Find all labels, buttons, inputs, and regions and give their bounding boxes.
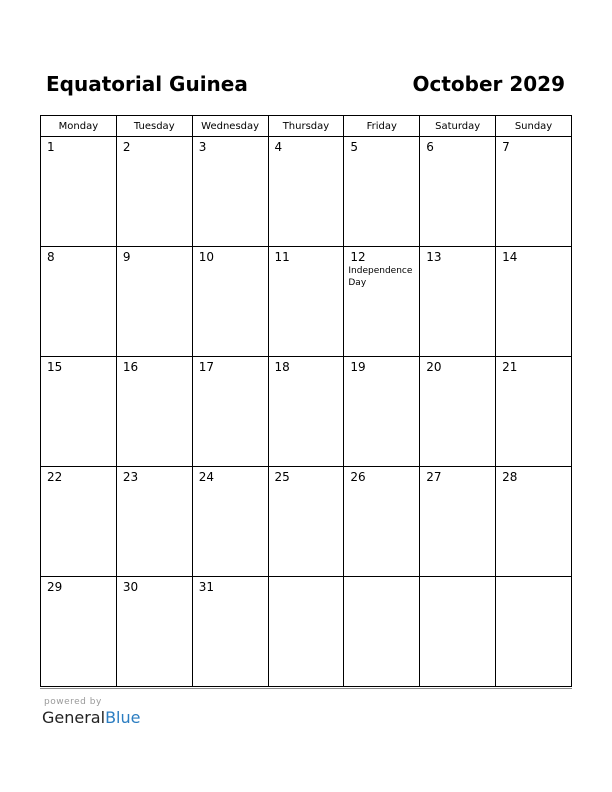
day-cell: [496, 247, 572, 357]
day-number: 27: [426, 470, 442, 484]
day-number: 22: [47, 470, 63, 484]
day-number: 18: [274, 360, 290, 374]
day-cell-empty: [496, 577, 572, 687]
day-number: 13: [426, 250, 442, 264]
generalblue-logo[interactable]: [42, 708, 140, 727]
calendar-grid: [40, 115, 572, 687]
day-number: 5: [350, 140, 359, 154]
weekday-header: Wednesday: [192, 116, 268, 137]
day-cell: [420, 467, 496, 577]
day-number: 14: [502, 250, 518, 264]
day-number: 9: [122, 250, 131, 264]
day-cell-empty: [344, 577, 420, 687]
day-number: 12: [350, 250, 366, 264]
day-number: 2: [122, 140, 131, 154]
day-number: 4: [274, 140, 283, 154]
day-cell: [116, 577, 192, 687]
footer-divider: [40, 688, 572, 689]
weekday-header-row: [41, 116, 572, 137]
day-number: 31: [198, 580, 214, 594]
day-number: 26: [350, 470, 366, 484]
day-cell: [41, 357, 117, 467]
weekday-header: Monday: [41, 116, 117, 137]
day-cell-empty: [268, 577, 344, 687]
day-cell: [268, 357, 344, 467]
day-number: 17: [198, 360, 214, 374]
day-cell: [496, 137, 572, 247]
day-cell: [41, 577, 117, 687]
day-cell: [268, 247, 344, 357]
week-row: [41, 357, 572, 467]
day-cell: [344, 137, 420, 247]
day-number: 20: [426, 360, 442, 374]
powered-by-text: powered by: [44, 697, 102, 707]
day-cell: [192, 467, 268, 577]
day-number: 10: [198, 250, 214, 264]
day-number: 23: [122, 470, 139, 484]
day-cell: [116, 467, 192, 577]
weekday-header: Saturday: [420, 116, 496, 137]
day-number: 24: [198, 470, 214, 484]
day-cell: [420, 137, 496, 247]
day-cell: [41, 247, 117, 357]
week-row: [41, 467, 572, 577]
weekday-header: Sunday: [496, 116, 572, 137]
day-cell: [192, 577, 268, 687]
day-cell: [420, 247, 496, 357]
day-number: 3: [198, 140, 207, 154]
day-cell: [192, 137, 268, 247]
day-cell: [344, 467, 420, 577]
day-cell: [192, 357, 268, 467]
day-cell: [268, 137, 344, 247]
day-cell-empty: [420, 577, 496, 687]
day-number: 8: [47, 250, 55, 264]
day-number: 19: [350, 360, 366, 374]
day-cell: [116, 357, 192, 467]
day-cell: [496, 357, 572, 467]
day-cell: [41, 467, 117, 577]
week-row: [41, 577, 572, 687]
week-row: [41, 247, 572, 357]
calendar-country-title: Equatorial Guinea: [46, 72, 248, 96]
weekday-header: Thursday: [268, 116, 344, 137]
day-cell: [116, 247, 192, 357]
day-number: 29: [47, 580, 63, 594]
day-number: 16: [122, 360, 139, 374]
calendar-month-title: October 2029: [412, 72, 565, 96]
day-number: 1: [47, 140, 55, 154]
weekday-header: Tuesday: [116, 116, 192, 137]
day-number: 28: [502, 470, 518, 484]
day-cell: [496, 467, 572, 577]
holiday-label: Independence Day: [348, 266, 413, 288]
day-number: 11: [274, 250, 290, 264]
day-cell: [41, 137, 117, 247]
day-number: 6: [426, 140, 434, 154]
day-cell: [192, 247, 268, 357]
logo-text-blue: Blue: [105, 708, 141, 727]
day-number: 30: [122, 580, 139, 594]
day-cell: [268, 467, 344, 577]
day-number: 15: [47, 360, 63, 374]
logo-text-general: General: [42, 708, 106, 727]
day-cell: [116, 137, 192, 247]
day-number: 21: [502, 360, 518, 374]
day-cell: [344, 357, 420, 467]
day-number: 25: [274, 470, 290, 484]
weekday-header: Friday: [344, 116, 420, 137]
day-number: 7: [502, 140, 510, 154]
day-cell: [344, 247, 420, 357]
week-row: [41, 137, 572, 247]
day-cell: [420, 357, 496, 467]
